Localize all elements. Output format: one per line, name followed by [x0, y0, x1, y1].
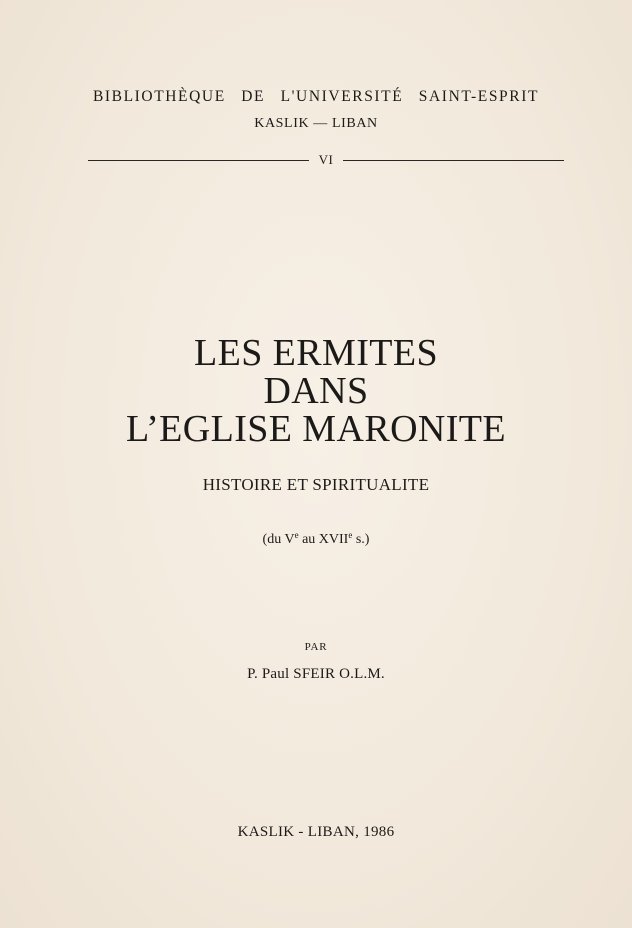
period-middle: au XVII	[298, 532, 349, 547]
book-title-line-3: L’EGLISE MARONITE	[125, 408, 507, 450]
book-title-line-1: LES ERMITES	[193, 332, 438, 374]
book-period	[0, 530, 632, 548]
byline-par: PAR	[304, 641, 328, 653]
series-place: KASLIK — LIBAN	[254, 116, 378, 131]
imprint: KASLIK - LIBAN, 1986	[237, 824, 395, 840]
right-rule	[343, 160, 564, 161]
volume-rule	[88, 150, 564, 170]
book-title-line-2: DANS	[263, 370, 369, 412]
period-suffix: s.)	[352, 532, 370, 547]
author-name: P. Paul SFEIR O.L.M.	[247, 666, 385, 682]
left-rule	[88, 160, 309, 161]
period-sup-2: e	[348, 530, 353, 540]
volume-number: VI	[318, 152, 334, 167]
period-sup-1: e	[294, 530, 299, 540]
period-prefix: (du V	[262, 532, 295, 547]
series-title: BIBLIOTHÈQUE DE L'UNIVERSITÉ SAINT-ESPRIT	[92, 88, 540, 105]
book-subtitle: HISTOIRE ET SPIRITUALITE	[202, 475, 430, 494]
